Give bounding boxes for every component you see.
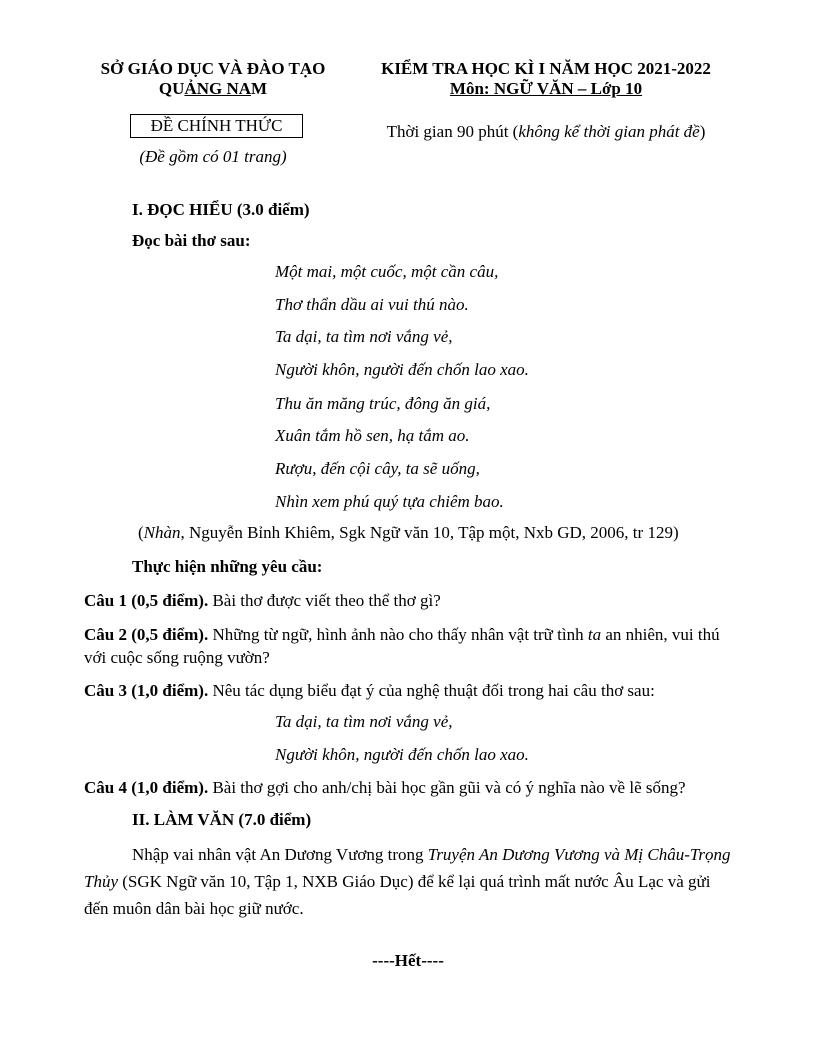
poem-source <box>138 523 679 543</box>
province-name <box>88 79 338 99</box>
question-label: Câu 3 (1,0 điểm). <box>84 681 209 700</box>
province-name-part: M <box>251 79 268 98</box>
poem-line: Thu ăn măng trúc, đông ăn giá, <box>275 394 491 413</box>
exam-title: KIỂM TRA HỌC KÌ I NĂM HỌC 2021-2022 <box>381 59 711 78</box>
province-name-part: QU <box>158 79 185 98</box>
section-2-heading: II. LÀM VĂN (7.0 điểm) <box>132 810 312 829</box>
poem-line: Ta dại, ta tìm nơi vắng vẻ, <box>275 327 453 346</box>
poem-line: Một mai, một cuốc, một cần câu, <box>275 262 499 281</box>
province-name-underlined: ẢNG NA <box>184 79 252 98</box>
question-4 <box>84 776 734 799</box>
poem-line: Xuân tắm hồ sen, hạ tắm ao. <box>275 426 470 445</box>
official-exam-badge: ĐỀ CHÍNH THỨC <box>130 114 303 138</box>
subject-line <box>356 79 736 99</box>
writing-prompt-text: (SGK Ngữ văn 10, Tập 1, NXB Giáo Dục) để kể lại quá trình mất nước Âu Lạc và gửi đến muôn dân bài học giữ nước. <box>84 872 711 918</box>
writing-prompt-text: Nhập vai nhân vật An Dương Vương trong <box>132 845 428 864</box>
question-label: Câu 1 (0,5 điểm). <box>84 591 209 610</box>
poem-source-details: , Nguyễn Bỉnh Khiêm, Sgk Ngữ văn 10, Tập một, Nxb GD, 2006, tr 129) <box>180 523 679 542</box>
poem-line: Thơ thẩn dầu ai vui thú nào. <box>275 295 469 314</box>
writing-prompt <box>84 841 734 922</box>
question-text: Những từ ngữ, hình ảnh nào cho thấy nhân vật trữ tình <box>208 625 588 644</box>
question-text: Nêu tác dụng biểu đạt ý của nghệ thuật đối trong hai câu thơ sau: <box>208 681 655 700</box>
question-text: Bài thơ được viết theo thể thơ gì? <box>208 591 441 610</box>
time-allowed <box>356 122 736 142</box>
time-allowed-text: Thời gian 90 phút ( <box>386 122 519 141</box>
end-marker: ----Hết---- <box>372 951 444 970</box>
reading-intro: Đọc bài thơ sau: <box>132 231 251 250</box>
question-1 <box>84 589 734 612</box>
tasks-heading: Thực hiện những yêu cầu: <box>132 557 323 576</box>
question-3 <box>84 679 734 702</box>
time-allowed-close: ) <box>699 122 706 141</box>
department-name: SỞ GIÁO DỤC VÀ ĐÀO TẠO <box>100 59 326 78</box>
question-2 <box>84 623 734 669</box>
writing-prompt-work-title: Truyện An Dương Vương và Mị Châu-Trọng Thủy <box>84 845 731 891</box>
question-text: Bài thơ gợi cho anh/chị bài học gần gũi và có ý nghĩa nào về lẽ sống? <box>208 778 686 797</box>
poem-source-open: ( <box>138 523 144 542</box>
question-label: Câu 4 (1,0 điểm). <box>84 778 209 797</box>
poem-source-title: Nhàn <box>143 523 181 542</box>
poem-line: Rượu, đến cội cây, ta sẽ uống, <box>275 459 480 478</box>
pages-note: (Đề gồm có 01 trang) <box>139 147 287 166</box>
time-allowed-note: không kể thời gian phát đề <box>518 122 700 141</box>
section-1-heading: I. ĐỌC HIỂU (3.0 điểm) <box>132 200 310 219</box>
poem-line: Nhìn xem phú quý tựa chiêm bao. <box>275 492 504 511</box>
question-label: Câu 2 (0,5 điểm). <box>84 625 209 644</box>
poem-line: Người khôn, người đến chốn lao xao. <box>275 360 529 379</box>
subject-line-underlined: Môn: NGỮ VĂN – Lớp 10 <box>449 79 643 98</box>
quoted-poem-line: Ta dại, ta tìm nơi vắng vẻ, <box>275 712 453 731</box>
question-text-italic: ta <box>587 625 602 644</box>
question-text: an nhiên, vui thú với cuộc sống ruộng vườn? <box>84 625 720 667</box>
quoted-poem-line: Người khôn, người đến chốn lao xao. <box>275 745 529 764</box>
